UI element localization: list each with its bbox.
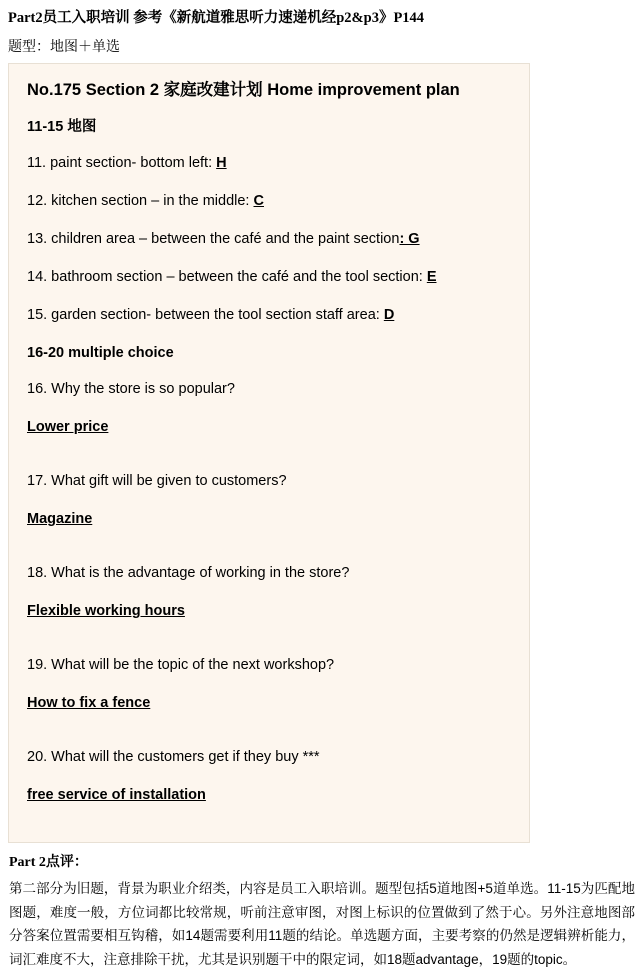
answer-value: D bbox=[383, 307, 395, 323]
mc-answer-17: Magazine bbox=[27, 511, 93, 527]
answer-card bbox=[8, 63, 530, 843]
mc-answer-18: Flexible working hours bbox=[27, 603, 185, 619]
mc-question-17: 17. What gift will be given to customers? bbox=[27, 473, 287, 489]
map-question-12 bbox=[27, 190, 513, 212]
mc-answer-20: free service of installation bbox=[27, 787, 206, 803]
review-body: 第二部分为旧题，背景为职业介绍类，内容是员工入职培训。题型包括5道地图+5道单选。11-15为匹配地图题，难度一般，方位词都比较常规，听前注意审图，对图上标识的位置做到了然于心。另外注意地图部分答案位置需要相互钩稽，如14题需要利用11题的结论。单选题方面，主要考察的仍然是逻辑辨析能力，词汇难度不大，注意排除干扰，尤其是识别题干中的限定词，如18题advantage，19题的topic。 bbox=[9, 881, 635, 967]
answer-value: C bbox=[253, 193, 264, 209]
mc-answer-20-wrap bbox=[25, 784, 513, 822]
review-heading: Part 2点评： bbox=[9, 855, 88, 870]
mc-answer-18-wrap bbox=[25, 600, 513, 638]
map-section-heading: 11-15 地图 bbox=[27, 119, 97, 135]
question-text: 13. children area – between the café and the paint section bbox=[27, 231, 400, 247]
card-title: No.175 Section 2 家庭改建计划 Home improvement plan bbox=[27, 81, 460, 99]
mc-question-16: 16. Why the store is so popular? bbox=[27, 381, 235, 397]
answer-value: : G bbox=[399, 231, 420, 247]
map-question-11 bbox=[27, 152, 513, 174]
question-text: 15. garden section- between the tool section staff area: bbox=[27, 307, 384, 323]
mc-answer-17-wrap bbox=[25, 508, 513, 546]
multiple-choice-heading: 16-20 multiple choice bbox=[27, 345, 174, 361]
map-question-13 bbox=[27, 228, 513, 250]
map-question-15 bbox=[27, 304, 513, 326]
mc-answer-19-wrap bbox=[25, 692, 513, 730]
page-title: Part2员工入职培训 参考《新航道雅思听力速递机经p2&p3》P144 bbox=[8, 10, 425, 26]
question-text: 11. paint section- bottom left: bbox=[27, 155, 217, 171]
question-text: 14. bathroom section – between the café and the tool section: bbox=[27, 269, 427, 285]
map-question-14 bbox=[27, 266, 513, 288]
mc-answer-16: Lower price bbox=[27, 419, 109, 435]
mc-question-19: 19. What will be the topic of the next workshop? bbox=[27, 657, 335, 673]
mc-question-20: 20. What will the customers get if they buy *** bbox=[27, 749, 320, 765]
question-type-label: 题型：地图＋单选 bbox=[8, 38, 120, 54]
answer-value: E bbox=[426, 269, 437, 285]
question-text: 12. kitchen section – in the middle: bbox=[27, 193, 254, 209]
mc-answer-16-wrap bbox=[25, 416, 513, 454]
mc-question-18: 18. What is the advantage of working in the store? bbox=[27, 565, 350, 581]
answer-value: H bbox=[216, 155, 227, 171]
mc-answer-19: How to fix a fence bbox=[27, 695, 151, 711]
